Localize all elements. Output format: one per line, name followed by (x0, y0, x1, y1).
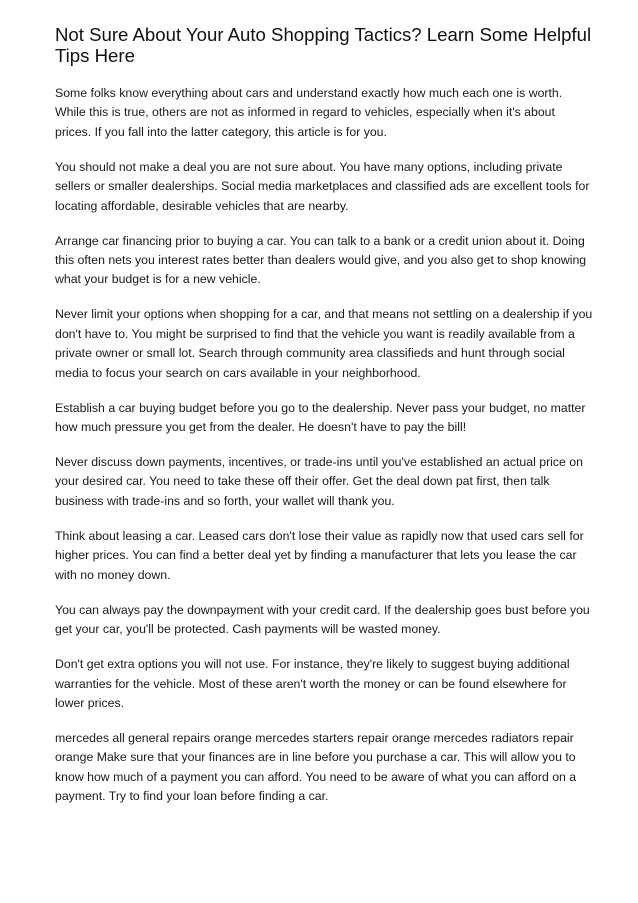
paragraph-extra-options: Don't get extra options you will not use. For instance, they're likely to suggest buying additional warranties for the vehicle. Most of these aren't worth the money or can be found elsewhere for lower prices. (55, 657, 570, 710)
paragraph-options: Never limit your options when shopping for a car, and that means not settling on a dealership if you don't have to. You might be surprised to find that the vehicle you want is readily available from a private owner or small lot. Search through community area classifieds and hunt through social media to focus your search on cars available in your neighborhood. (55, 307, 593, 380)
paragraph-financing: Arrange car financing prior to buying a car. You can talk to a bank or a credit union about it. Doing this often nets you interest rates better than dealers would give, and you also get to shop knowing what your budget is for a new vehicle. (55, 233, 587, 287)
paragraph-credit-card: You can always pay the downpayment with your credit card. If the dealership goes bust before you get your car, you'll be protected. Cash payments will be wasted money. (55, 602, 590, 637)
paragraph-leasing: Think about leasing a car. Leased cars don't lose their value as rapidly now that used cars sell for higher prices. You can find a better deal yet by finding a manufacturer that lets you lease the car with no money down. (55, 528, 584, 582)
paragraph-finances: mercedes all general repairs orange mercedes starters repair orange mercedes radiators repair orange Make sure that your finances are in line before you purchase a car. This will allow you to know how much of a payment you can afford. You need to be aware of what you can afford on a payment. Try to find your loan before finding a car. (55, 730, 577, 804)
paragraph-budget: Establish a car buying budget before you go to the dealership. Never pass your budget, no matter how much pressure you get from the dealer. He doesn't have to pay the bill! (55, 400, 586, 435)
paragraph-deal: You should not make a deal you are not sure about. You have many options, including private sellers or smaller dealerships. Social media marketplaces and classified ads are excellent tools for locating affordable, desirable vehicles that are nearby. (55, 159, 590, 213)
page-title: Not Sure About Your Auto Shopping Tactics? Learn Some Helpful Tips Here (55, 24, 592, 66)
paragraph-intro: Some folks know everything about cars and understand exactly how much each one is worth. While this is true, others are not as informed in regard to vehicles, especially when it's about prices. If you fall into the latter category, this article is for you. (55, 86, 563, 139)
paragraph-down-payments: Never discuss down payments, incentives, or trade-ins until you've established an actual price on your desired car. You need to take these off their offer. Get the deal down pat first, then talk business with trade-ins and so forth, your wallet will thank you. (55, 455, 583, 508)
